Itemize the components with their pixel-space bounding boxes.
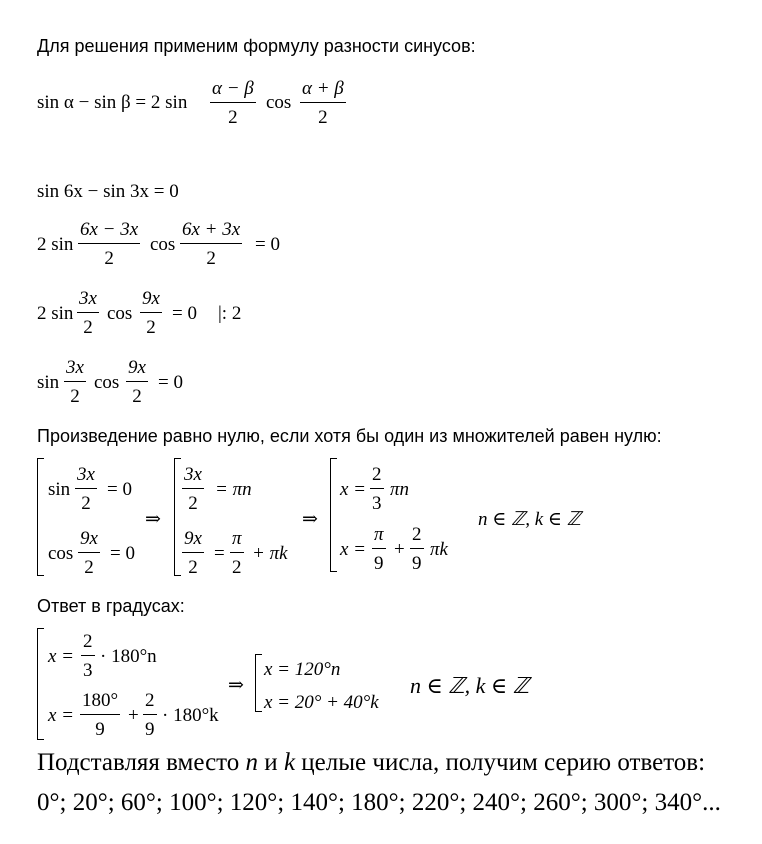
conclusion-pre: Подставляя вместо: [37, 749, 246, 776]
system4-a-pre: x =: [48, 646, 75, 667]
fraction-denominator: 2: [228, 107, 238, 128]
fraction-numerator: 9x: [184, 528, 202, 549]
system3-b-fraction-1: [372, 525, 386, 573]
fraction-denominator: 2: [132, 386, 142, 407]
system3-b-plus: +: [394, 539, 405, 560]
system1-a-pre: sin: [48, 479, 71, 500]
system3-b-fraction-2: [410, 525, 424, 573]
conclusion-post: целые числа, получим серию ответов:: [295, 749, 706, 776]
system4-a-fraction: [81, 632, 95, 680]
implies-arrow-3: ⇒: [228, 675, 244, 696]
conclusion-text: [37, 750, 705, 775]
system3-b-post: πk: [430, 539, 448, 560]
fraction-numerator: 3x: [66, 357, 84, 378]
system5-b: x = 20° + 40°k: [264, 692, 379, 713]
system3-bracket: [330, 458, 337, 572]
system1-bracket: [37, 458, 44, 576]
system4-a-post: · 180°n: [100, 646, 157, 667]
conclusion-and: и: [258, 749, 284, 776]
fraction-denominator: 2: [206, 248, 216, 269]
step2-pre: 2 sin: [37, 234, 74, 255]
fraction-numerator: 2: [145, 690, 155, 711]
system4-b-pre: x =: [48, 705, 75, 726]
system4-b-plus: +: [128, 705, 139, 726]
system2-b-post: + πk: [252, 543, 288, 564]
system3-b-pre: x =: [340, 539, 367, 560]
fraction-numerator: 3x: [77, 464, 95, 485]
system5-bracket: [255, 654, 262, 712]
step3-pre: 2 sin: [37, 303, 74, 324]
system5-a: x = 120°n: [264, 659, 341, 680]
formula-fraction-2: [300, 79, 346, 127]
fraction-numerator: 2: [412, 524, 422, 545]
fraction-numerator: 3x: [79, 288, 97, 309]
equation-step-1: sin 6x − sin 3x = 0: [37, 181, 179, 202]
system2-b-fraction: [182, 529, 204, 577]
fraction-denominator: 2: [83, 317, 93, 338]
fraction-denominator: 2: [188, 557, 198, 578]
system3-a-pre: x =: [340, 479, 367, 500]
fraction-denominator: 2: [81, 493, 91, 514]
fraction-denominator: 9: [95, 719, 105, 740]
fraction-denominator: 2: [318, 107, 328, 128]
variable-k: k: [283, 749, 296, 776]
fraction-numerator: 3x: [184, 464, 202, 485]
system4-b-fraction-2: [143, 691, 157, 739]
system3-a-post: πn: [390, 479, 410, 500]
step3-cos: cos: [107, 303, 133, 324]
fraction-numerator: 2: [83, 631, 93, 652]
system2-b-eq: =: [214, 543, 225, 564]
fraction-denominator: 9: [412, 553, 422, 574]
system4-bracket: [37, 628, 44, 740]
fraction-numerator: π: [374, 524, 384, 545]
variable-n: n: [245, 749, 259, 776]
integer-domain-1: n ∈ ℤ, k ∈ ℤ: [478, 509, 581, 530]
fraction-numerator: 9x: [80, 528, 98, 549]
system2-a-fraction: [182, 465, 204, 513]
system3-a-fraction: [370, 465, 384, 513]
step2-cos: cos: [150, 234, 176, 255]
implies-arrow-1: ⇒: [145, 509, 161, 530]
intro-text: Для решения применим формулу разности синусов:: [37, 36, 476, 56]
fraction-numerator: π: [232, 528, 242, 549]
step2-post: = 0: [255, 234, 280, 255]
fraction-denominator: 9: [374, 553, 384, 574]
fraction-numerator: 9x: [142, 288, 160, 309]
system2-b-pi-fraction: [230, 529, 244, 577]
fraction-denominator: 2: [84, 557, 94, 578]
integer-domain-2: n ∈ ℤ, k ∈ ℤ: [410, 673, 530, 698]
step3-fraction-2: [140, 289, 162, 337]
step4-fraction-2: [126, 358, 148, 406]
fraction-denominator: 2: [70, 386, 80, 407]
implies-arrow-2: ⇒: [302, 509, 318, 530]
system1-b-pre: cos: [48, 543, 74, 564]
fraction-denominator: 9: [145, 719, 155, 740]
system4-b-post: · 180°k: [162, 705, 219, 726]
step4-fraction-1: [64, 358, 86, 406]
step2-fraction-2: [180, 220, 242, 268]
fraction-denominator: 2: [104, 248, 114, 269]
step3-divide-note: |: 2: [218, 303, 242, 324]
system1-a-fraction: [75, 465, 97, 513]
system1-b-fraction: [78, 529, 100, 577]
product-rule-text: Произведение равно нулю, если хотя бы один из множителей равен нулю:: [37, 426, 662, 446]
step3-post: = 0: [172, 303, 197, 324]
fraction-denominator: 3: [83, 660, 93, 681]
fraction-numerator: 6x + 3x: [182, 219, 241, 240]
formula-lhs: sin α − sin β = 2 sin: [37, 92, 188, 113]
degrees-text: Ответ в градусах:: [37, 596, 185, 616]
step4-post: = 0: [158, 372, 183, 393]
step2-fraction-1: [78, 220, 140, 268]
fraction-denominator: 3: [372, 493, 382, 514]
system1-a-post: = 0: [107, 479, 132, 500]
step4-pre: sin: [37, 372, 60, 393]
fraction-numerator: 2: [372, 464, 382, 485]
fraction-denominator: 2: [232, 557, 242, 578]
fraction-numerator: α + β: [302, 78, 344, 99]
fraction-numerator: α − β: [212, 78, 254, 99]
step3-fraction-1: [77, 289, 99, 337]
fraction-numerator: 9x: [128, 357, 146, 378]
answer-series: 0°; 20°; 60°; 100°; 120°; 140°; 180°; 220°; 240°; 260°; 300°; 340°...: [37, 789, 721, 816]
system1-b-post: = 0: [110, 543, 135, 564]
system4-b-fraction-1: [80, 691, 120, 739]
fraction-numerator: 180°: [82, 690, 119, 711]
formula-cos: cos: [266, 92, 292, 113]
fraction-numerator: 6x − 3x: [80, 219, 139, 240]
fraction-denominator: 2: [188, 493, 198, 514]
step4-cos: cos: [94, 372, 120, 393]
fraction-denominator: 2: [146, 317, 156, 338]
system2-a-post: = πn: [215, 479, 252, 500]
system2-bracket: [174, 458, 181, 576]
formula-fraction-1: [210, 79, 256, 127]
